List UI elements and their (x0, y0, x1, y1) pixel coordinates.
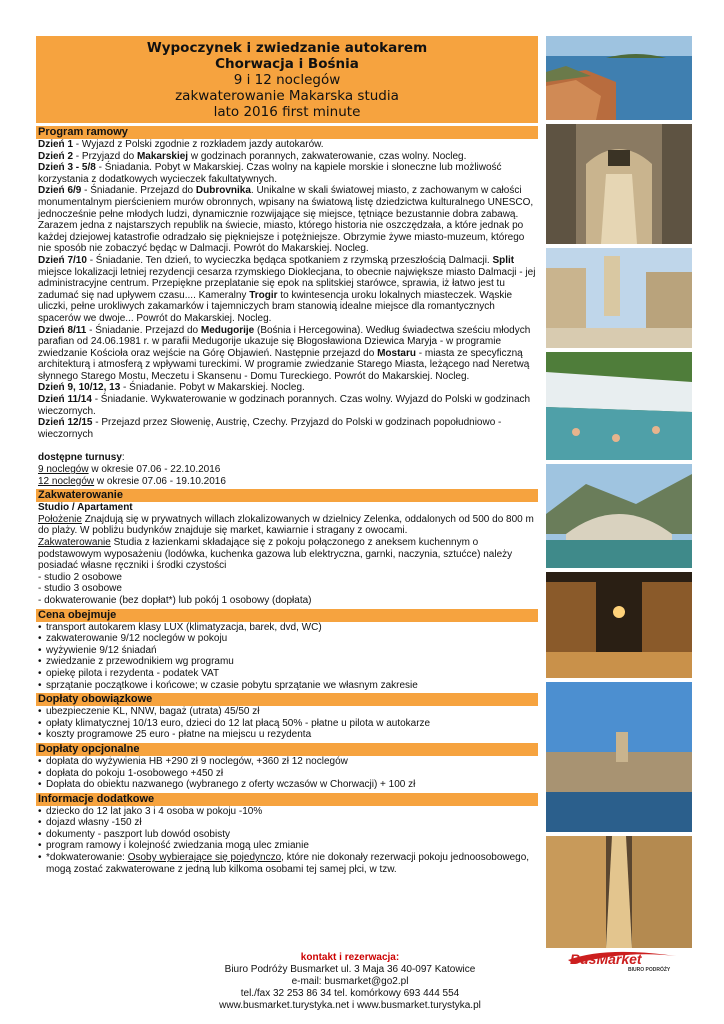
title-line-4: zakwaterowanie Makarska studia (175, 88, 399, 104)
logo-subtitle: BIURO PODRÓŻY (628, 967, 671, 972)
program-text: Dzień 1 - Wyjazd z Polski zgodnie z rozkładem jazdy autokarów. Dzień 2 - Przyjazd do Makarskiej w godzinach porannych, zakwaterowanie, czas wolny. Nocleg. Dzień 3 - 5/8 - Śniadania. Pobyt w Makarskiej. Czas wolny na kąpiele morskie i słoneczne lub możliwość korzystania z dodatkowych wycieczek fakultatywnych. Dzień 6/9 - Śniadanie. Przejazd do Dubrovnika. Unikalne w skali światowej miasto, z zachowanym w całości monumentalnym pierścieniem murów obronnych, wpisany na światową listę dziedzictwa kulturalnego UNESCO, jednocześnie pełne młodych ludzi, dynamicznie rozwijające się miejsce, tętniące bezustannie dobra zabawą. Zarazem jedna z najstarszych republik na świecie, miasto, którego historia nie oszczędzała, a które jednak po każdej dziejowej katastrofie odradzało się piękniejsze i potężniejsze. Obrzymie żywe miasto-muzeum, którego nie sposób nie zobaczyć będąc w Dalmacji. Powrót do Makarskiej. Nocleg. Dzień 7/10 - Śniadanie. Ten dzień, to wycieczka będąca spotkaniem z rzymską przeszłością Dalmacji. Split miejsce lokalizacji letniej rezydencji cesarza rzymskiego Dioklecjana, to obecnie największe miasto Dalmacji - jej administracyjne centrum. Przepiękne przeplatanie się epok na splitskiej starówce, sprawia, iż łatwo jest tu zadumać się nad upływem czasu.... Kameralny Trogir to kwintesencja uroku lokalnych miasteczek. Wąskie uliczki, pełne urokliwych zakamarków i tajemniczych bram stanowią idealne miejsce dla romantycznych spacerów we dwoje... Powrót do Makarskiej. Nocleg. Dzień 8/11 - Śniadanie. Przejazd do Medugorije (Bośnia i Hercegowina). Według świadectwa sześciu młodych parafian od 24.06.1981 r. w parafii Medugorije ukazuje się Błogosławiona Dziewica Maryja - w programie zwiedzanie Kościoła oraz wejście na Górę Objawień. Następnie przejazd do Mostaru - miasta ze specyficzną architekturą i atmosferą z wpływami tureckimi. W programie zwiedzanie Starego Miasta, leżącego nad Neretwą słynnego Starego Mostu, Meczetu i Skansenu - Domu Tureckiego. Powrót do Makarskiej. Nocleg. Dzień 9, 10/12, 13 - Śniadanie. Pobyt w Makarskiej. Nocleg. Dzień 11/14 - Śniadanie. Wykwaterowanie w godzinach porannych. Czas wolny. Wyjazd do Polski w godzinach wieczornych. Dzień 12/15 - Przejazd przez Słowenię, Austrię, Czechy. Przyjazd do Polski w godzinach popołudniowo - wieczornych dostępne turnusy: 9 noclegów w okresie 07.06 - 22.10.2016 12 noclegów w okresie 07.06 - 19.10.2016 (38, 139, 536, 487)
list-item: • sprzątanie początkowe i końcowe; w czasie pobytu sprzątanie we własnym zakresie (36, 680, 538, 692)
section-cena-heading: Cena obejmuje (36, 609, 538, 622)
list-item: • dopłata do pokoju 1-osobowego +450 zł (36, 768, 538, 780)
footer-phone: tel./fax 32 253 86 34 tel. komórkowy 693 444 554 (240, 988, 460, 999)
footer-contact: kontakt i rezerwacja: Biuro Podróży Busmarket ul. 3 Maja 36 40-097 Katowice e-mail: busmarket@go2.pl tel./fax 32 253 86 34 tel. komórkowy 693 444 554 www.busmarket.turystyka.net i www.busmarket.turystyka.pl (160, 952, 540, 1012)
main-column (36, 36, 538, 875)
section-doplaty-obowiazkowe-heading: Dopłaty obowiązkowe (36, 693, 538, 706)
list-item: • opiekę pilota i rezydenta - podatek VAT (36, 668, 538, 680)
section-informacje-heading: Informacje dodatkowe (36, 793, 538, 806)
title-line-2: Chorwacja i Bośnia (215, 56, 359, 72)
turnus-9-link[interactable]: 9 noclegów (38, 464, 89, 476)
list-item: • dojazd własny -150 zł (36, 817, 538, 829)
list-item: • *dokwaterowanie: Osoby wybierające się pojedynczo, które nie dokonały rezerwacji pokoju jednoosobowego, mogą zostać zakwaterowane z jedną lub kilkoma osobami tej samej płci, w tzw. (36, 852, 538, 875)
zakwaterowanie-text: Studio / Apartament Położenie Znajdują się w prywatnych willach zlokalizowanych w dzielnicy Zelenka, oddalonych od 500 do 800 m do plaży. W pobliżu budynków znajduje się market, kawiarnie i stragany z owocami. Zakwaterowanie Studia z łazienkami składające się z pokoju połączonego z aneksem kuchennym o podstawowym wyposażeniu (lodówka, kuchenka gazowa lub elektryczna, garnki, naczynia, sztućce) należy posiadać własne ręczniki i środki czystości - studio 2 osobowe - studio 3 osobowe - dokwaterowanie (bez dopłat*) lub pokój 1 osobowy (dopłata) (38, 502, 534, 606)
photo-stone-street (546, 124, 692, 244)
section-doplaty-opcjonalne-heading: Dopłaty opcjonalne (36, 743, 538, 756)
section-program-heading: Program ramowy (36, 126, 538, 139)
list-item: • Dopłata do obiektu nazwanego (wybranego z oferty wczasów w Chorwacji) + 100 zł (36, 779, 538, 791)
title-line-3: 9 i 12 noclegów (233, 72, 341, 88)
turnus-12-link[interactable]: 12 noclegów (38, 475, 95, 487)
photo-mostar-bridge (546, 464, 692, 568)
doplaty-opcjonalne-list (36, 756, 538, 791)
footer-websites[interactable]: www.busmarket.turystyka.net i www.busmarket.turystyka.pl (219, 1000, 481, 1011)
list-item: • ubezpieczenie KL, NNW, bagaż (utrata) 45/50 zł (36, 706, 538, 718)
photo-dubrovnik-aerial (546, 36, 692, 120)
informacje-list (36, 806, 538, 876)
list-item: • zakwaterowanie 9/12 noclegów w pokoju (36, 633, 538, 645)
title-line-1: Wypoczynek i zwiedzanie autokarem (146, 40, 428, 56)
list-item: • dopłata do wyżywienia HB +290 zł 9 noclegów, +360 zł 12 noclegów (36, 756, 538, 768)
busmarket-logo (566, 948, 682, 972)
kontakt-label: kontakt i rezerwacja (300, 952, 396, 963)
list-item: • zwiedzanie z przewodnikiem wg programu (36, 656, 538, 668)
photo-old-town-square (546, 248, 692, 348)
photo-harbor-town (546, 682, 692, 832)
photo-stone-alley (546, 836, 692, 948)
photo-strip (546, 36, 692, 952)
list-item: • koszty programowe 25 euro - płatne na miejscu u rezydenta (36, 729, 538, 741)
list-item: • opłaty klimatycznej 10/13 euro, dzieci do 12 lat płacą 50% - płatne u pilota w autokarze (36, 718, 538, 730)
section-zakwaterowanie-heading: Zakwaterowanie (36, 489, 538, 502)
list-item: • wyżywienie 9/12 śniadań (36, 645, 538, 657)
doplaty-obowiazkowe-list (36, 706, 538, 741)
list-item: • transport autokarem klasy LUX (klimatyzacja, barek, dvd, WC) (36, 622, 538, 634)
turnusy-label: dostępne turnusy (38, 452, 122, 464)
list-item: • dokumenty - paszport lub dowód osobisty (36, 829, 538, 841)
cena-list (36, 622, 538, 692)
dokwaterowanie-link[interactable]: Osoby wybierające się pojedynczo (127, 852, 282, 864)
logo-wordmark: BusMarket (570, 951, 642, 967)
list-item: • program ramowy i kolejność zwiedzania mogą ulec zmianie (36, 840, 538, 852)
footer-address: Biuro Podróży Busmarket ul. 3 Maja 36 40-097 Katowice (224, 964, 476, 975)
list-item: • dziecko do 12 lat jako 3 i 4 osoba w pokoju -10% (36, 806, 538, 818)
title-line-5: lato 2016 first minute (213, 104, 361, 120)
photo-stradun-night (546, 572, 692, 678)
photo-krka-waterfalls (546, 352, 692, 460)
footer-email[interactable]: e-mail: busmarket@go2.pl (291, 976, 409, 987)
title-banner (36, 36, 538, 123)
